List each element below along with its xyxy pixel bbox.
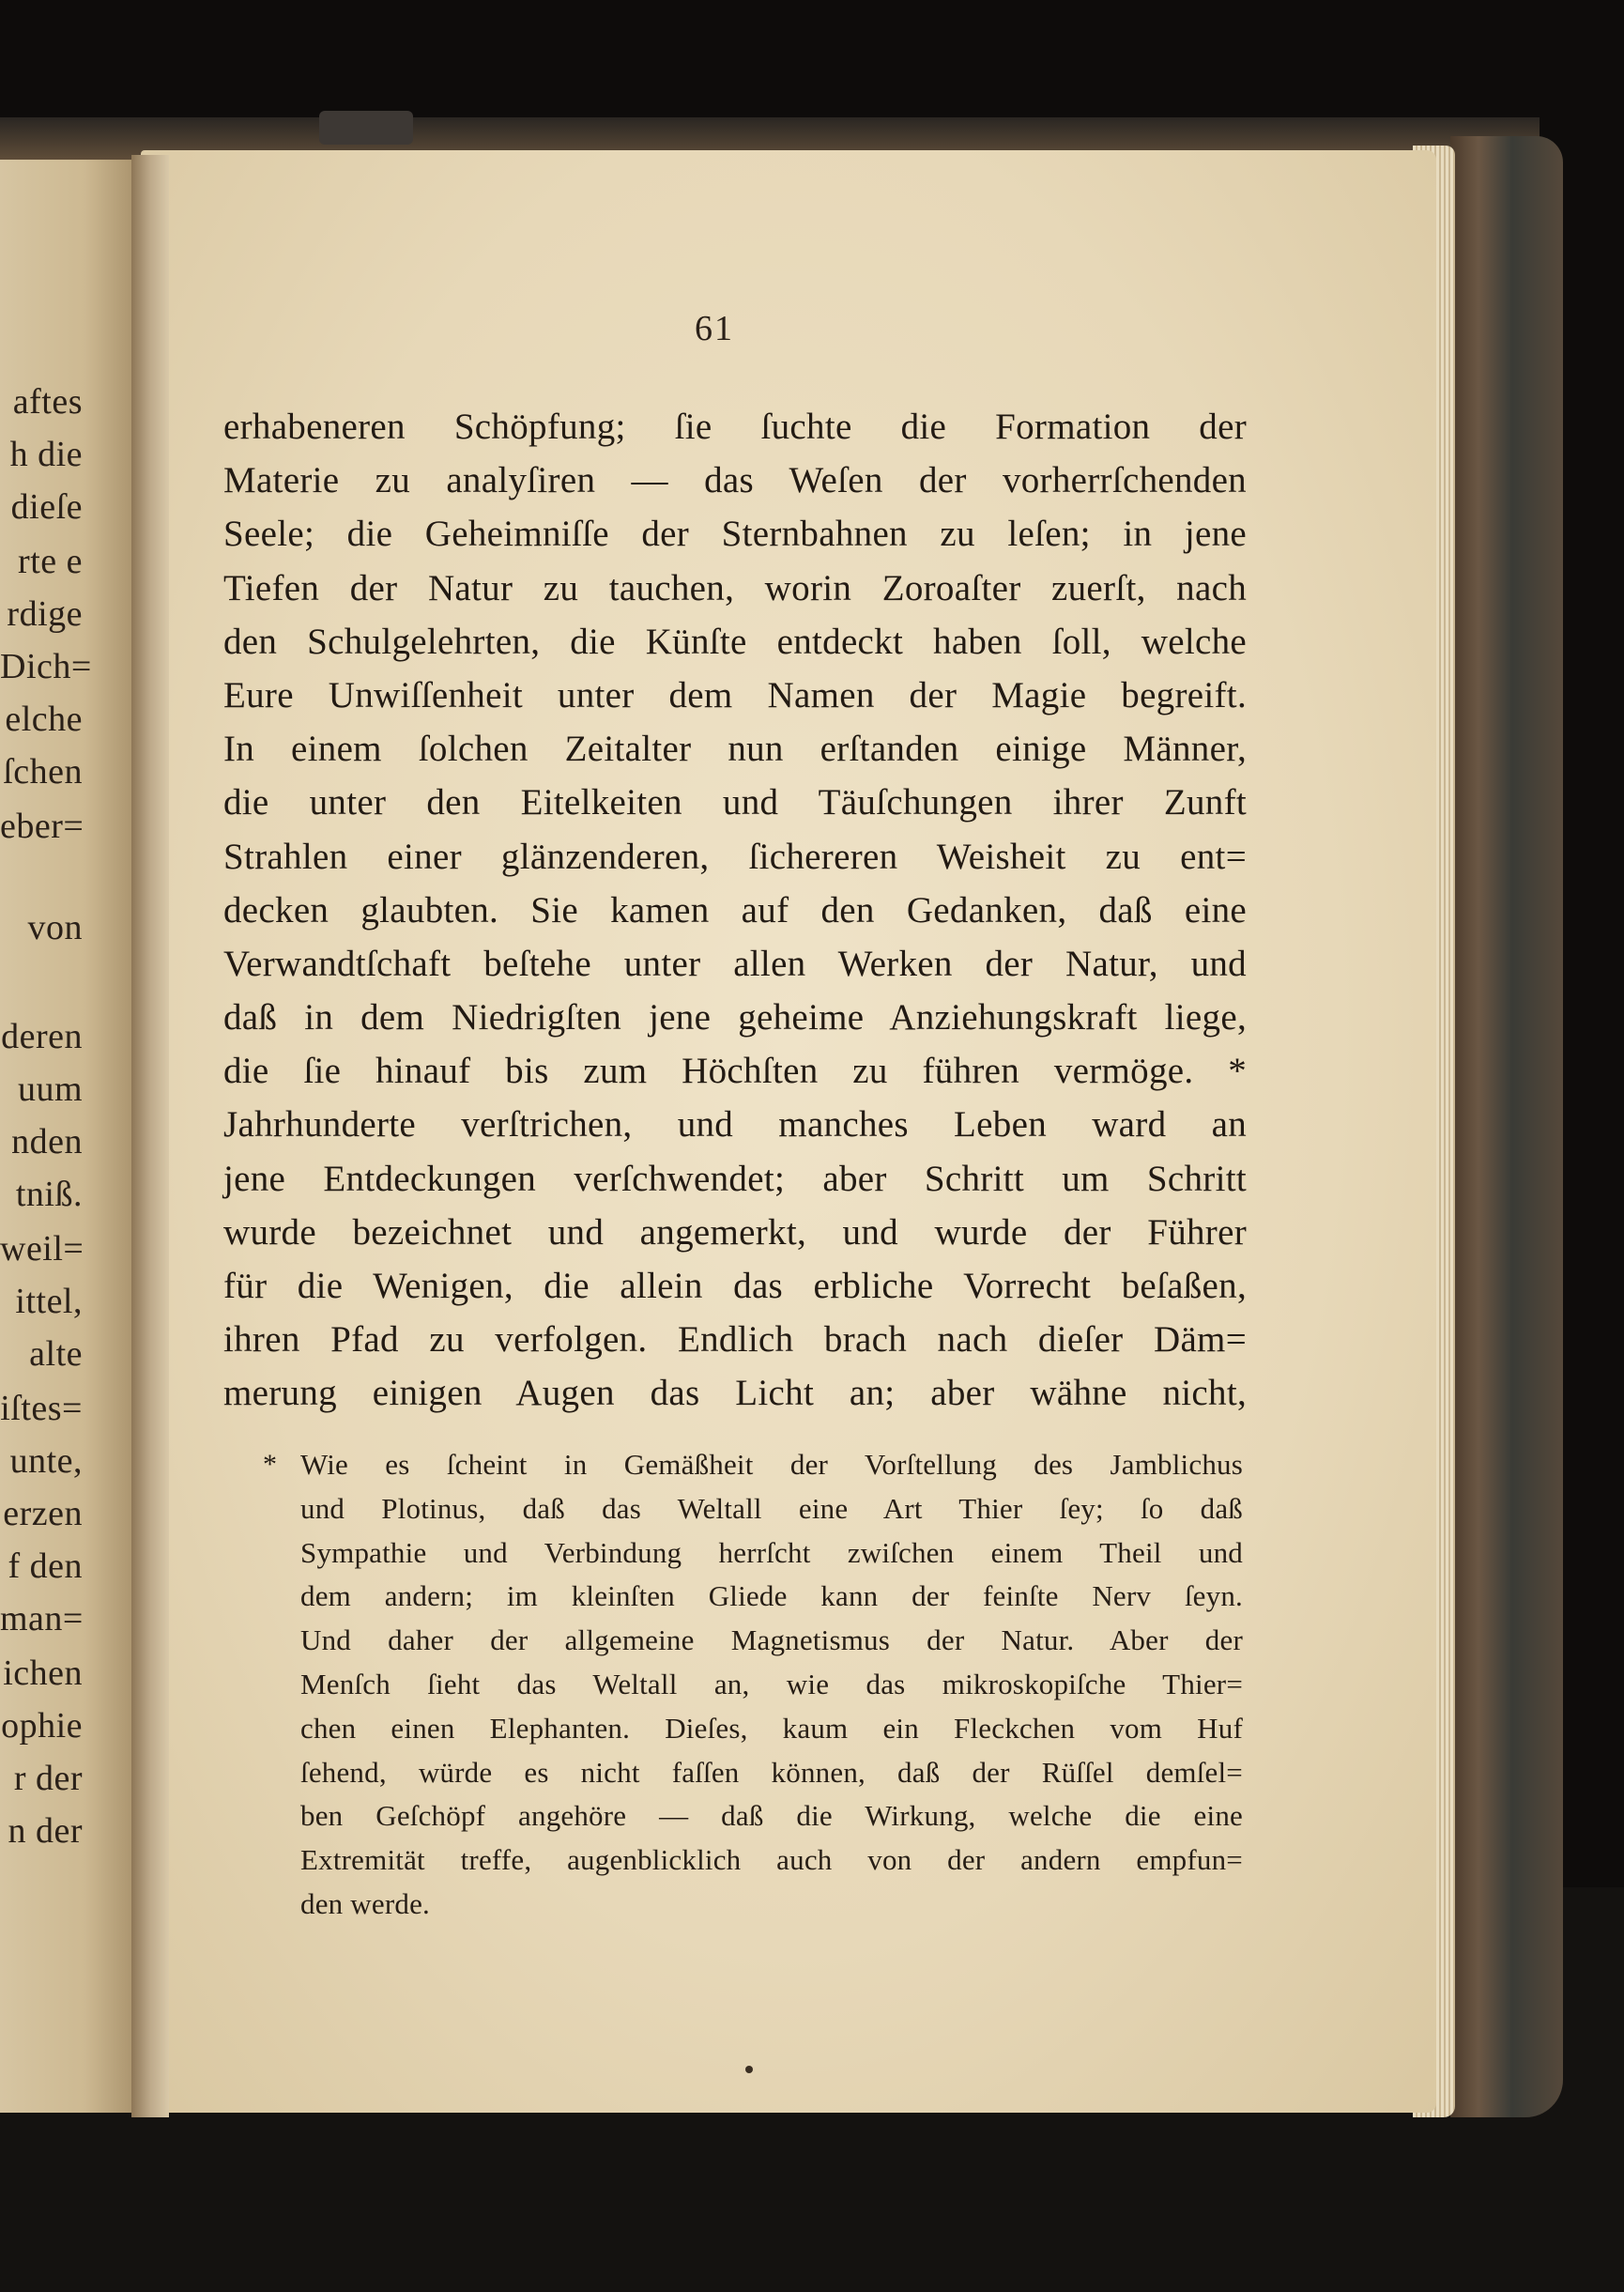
left-page-fragment: n der [8,1811,83,1851]
left-page-fragment: nden [11,1122,83,1161]
left-page-text-fragments [0,0,141,2292]
left-page-fragment: r der [13,1759,83,1798]
footnote-line: Sympathie und Verbindung herrſcht zwiſchen einem Theil und [300,1535,1243,1569]
body-line: Eure Unwiſſenheit unter dem Namen der Magie begreift. [223,674,1247,715]
left-page-fragment: alte [29,1334,83,1374]
body-line: In einem ſolchen Zeitalter nun erſtanden einige Männer, [223,729,1247,770]
body-text [223,400,1247,1421]
book-cover-spine-edge [1450,136,1563,2117]
body-line: die ſie hinauf bis zum Höchſten zu führen vermöge. * [223,1051,1247,1092]
left-page-fragment: h die [9,435,83,474]
body-line: Strahlen einer glänzenderen, ſichereren Weisheit zu ent= [223,836,1247,877]
footnote-line: ſehend, würde es nicht faſſen können, daß der Rüſſel demſel= [300,1755,1243,1789]
body-line: für die Wenigen, die allein das erbliche Vorrecht beſaßen, [223,1266,1247,1306]
body-line: die unter den Eitelkeiten und Täuſchungen ihrer Zunft [223,782,1247,823]
left-page-fragment: rdige [7,594,83,634]
book-clasp [319,111,413,145]
left-page-fragment: f den [8,1546,83,1586]
footnote-line: dem andern; im kleinſten Gliede kann der feinſte Nerv ſeyn. [300,1579,1243,1613]
footnote-line: und Plotinus, daß das Weltall eine Art Thier ſey; ſo daß [300,1491,1243,1525]
page-mark-dot [745,2066,753,2073]
left-page-fragment: iſtes= [0,1389,83,1428]
footnote-line: Und daher der allgemeine Magnetismus der Natur. Aber der [300,1623,1243,1657]
footnote-line: Wie es ſcheint in Gemäßheit der Vorſtellung des Jamblichus [300,1448,1243,1481]
left-page-fragment: uum [17,1069,83,1109]
body-line: decken glaubten. Sie kamen auf den Gedanken, daß eine [223,889,1247,931]
body-line: Verwandtſchaft beſtehe unter allen Werken der Natur, und [223,943,1247,984]
left-page-fragment: eber= [0,807,84,846]
left-page-fragment: erzen [3,1494,83,1533]
body-line: Seele; die Geheimniſſe der Sternbahnen zu leſen; in jene [223,514,1247,555]
body-line: Jahrhunderte verſtrichen, und manches Leben ward an [223,1104,1247,1146]
body-line: merung einigen Augen das Licht an; aber wähne nicht, [223,1373,1247,1414]
left-page-fragment: tniß. [15,1175,83,1214]
body-line: Materie zu analyſiren — das Weſen der vorherrſchenden [223,460,1247,501]
left-page-fragment: Dich= [0,647,92,686]
left-page-fragment: ichen [3,1654,83,1693]
footnote-line: ben Geſchöpf angehöre — daß die Wirkung, welche die eine [300,1799,1243,1833]
left-page-fragment: aftes [12,382,83,422]
page-number: 61 [695,309,734,348]
footnote-line: den werde. [300,1886,430,1920]
left-page-fragment: deren [1,1017,83,1056]
body-line: jene Entdeckungen verſchwendet; aber Schritt um Schritt [223,1158,1247,1199]
left-page-fragment: weil= [0,1229,84,1269]
footnote [300,1443,1243,1927]
left-page-fragment: unte, [9,1441,83,1481]
body-line: daß in dem Niedrigſten jene geheime Anziehungskraft liege, [223,997,1247,1038]
left-page-fragment: ittel, [15,1282,83,1321]
footnote-line: chen einen Elephanten. Dieſes, kaum ein Fleckchen vom Huf [300,1711,1243,1745]
footnote-marker: * [263,1449,277,1480]
left-page-fragment: rte e [18,542,83,581]
left-page-fragment: elche [5,700,83,739]
footnote-line: Menſch ſieht das Weltall an, wie das mikroskopiſche Thier= [300,1667,1243,1700]
left-page-fragment: von [27,908,83,947]
body-line: ihren Pfad zu verfolgen. Endlich brach nach dieſer Däm= [223,1319,1247,1361]
body-line: Tiefen der Natur zu tauchen, worin Zoroaſter zuerſt, nach [223,567,1247,608]
body-line: wurde bezeichnet und angemerkt, und wurde der Führer [223,1211,1247,1253]
body-line: den Schulgelehrten, die Künſte entdeckt haben ſoll, welche [223,621,1247,662]
left-page-fragment: ſchen [3,752,83,792]
body-line: erhabeneren Schöpfung; ſie ſuchte die Formation der [223,407,1247,447]
left-page-fragment: dieſe [10,487,83,527]
footnote-line: Extremität treffe, augenblicklich auch von der andern empfun= [300,1843,1243,1877]
left-page-fragment: ophie [1,1706,83,1746]
left-page-fragment: man= [0,1599,84,1638]
